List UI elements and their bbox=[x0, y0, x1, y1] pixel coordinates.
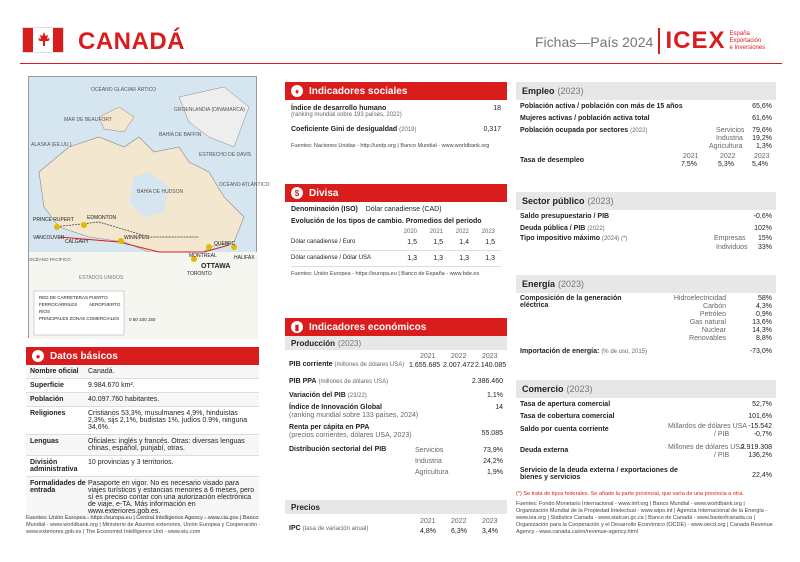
year-header: 2023 bbox=[481, 229, 495, 235]
energia-source: Renovables bbox=[689, 335, 726, 342]
currency-icon: $ bbox=[291, 187, 303, 199]
datos-value: Cristianos 53,3%, musulmanes 4,9%, hinduistas 2,3%, sijs 2,1%, budistas 1%, judíos 0.9%, ninguna 34,6%. bbox=[88, 410, 248, 431]
map-label: BAHÍA DE BAFFIN bbox=[159, 132, 202, 138]
divisa-row: Dólar canadiense / Dólar USA 1,3 1,3 1,3 1,3 bbox=[291, 251, 501, 267]
energia-source: Petróleo bbox=[699, 311, 726, 318]
map-label: PRINCE RUPERT bbox=[33, 217, 74, 223]
sector-publico-panel: Sector público (2023) Saldo presupuestario / PIB -0,6% Deuda pública / PIB (2022) 102% Tipo impositivo máximo (2024) (*) Empresas 15% Individuos 33% bbox=[516, 192, 776, 252]
datos-key: Nombre oficial bbox=[30, 368, 79, 375]
people-icon: ♦ bbox=[291, 85, 303, 97]
datos-key: División administrativa bbox=[30, 459, 78, 473]
energia-source: Gas natural bbox=[689, 319, 726, 326]
year-header: 2020 bbox=[403, 229, 417, 235]
idh-label: Índice de desarrollo humano bbox=[291, 105, 387, 112]
header-rule bbox=[20, 63, 782, 64]
sociales-sources: Fuentes: Naciones Unidas - http://undp.org | Banco Mundial - www.worldbank.org bbox=[291, 143, 490, 149]
datos-value: Canadá. bbox=[88, 368, 115, 375]
datos-row bbox=[26, 365, 259, 379]
datos-key: Formalidades de entrada bbox=[30, 480, 86, 494]
datos-key: Lenguas bbox=[30, 438, 59, 445]
map-label: ESTRECHO DE DAVIS bbox=[199, 152, 252, 158]
map-label: OCÉANO ATLÁNTICO bbox=[219, 182, 270, 188]
country-title: CANADÁ bbox=[78, 28, 185, 55]
map-label: ALASKA (EE.UU.) bbox=[31, 142, 72, 148]
map-label: OTTAWA bbox=[201, 263, 231, 270]
canada-map bbox=[28, 76, 270, 338]
map-label: TORONTO bbox=[187, 271, 212, 277]
datos-value: 40.097.760 habitantes. bbox=[88, 396, 160, 403]
icex-logo: ICEX España Exportación e Inversiones bbox=[658, 27, 765, 55]
energia-value: 8,8% bbox=[756, 335, 772, 342]
map-scale: 0 50 100 150 bbox=[129, 317, 156, 322]
empleo-panel: Empleo (2023) Población activa / población con más de 15 años 65,6% Mujeres activas / población activa total 61,6% Población ocupada por sectores (2022) Servicios 79,6% Industria 19,2% Agricultura 1,3% Tasa de desempleo 2021 2022 2023 7,5% 5,3% 5,4% bbox=[516, 82, 776, 175]
datos-value: Pasaporte en vigor. No es necesario visado para viajes turísticos y estancias menores a 6 meses, pero sí es preciso contar con una autorización electrónica de viaje, e-TA. Más información en www.exteriores.gob.es. bbox=[88, 480, 255, 515]
map-legend-item: PUERTO bbox=[89, 295, 108, 300]
energia-panel: Energía (2023) Composición de la generación eléctrica Hidroelectricidad 58% Carbón 4,3% Petróleo 0,9% Gas natural 13,6% Nuclear 14,3% Renovables 8,8% Importación de energía: (% de uso, 2015) -73,0% bbox=[516, 275, 776, 360]
datos-key: Población bbox=[30, 396, 64, 403]
map-legend-item: RED DE CARRETERAS bbox=[39, 295, 89, 300]
year-header: 2021 bbox=[429, 229, 443, 235]
map-label: OCÉANO GLACIAR ÁRTICO bbox=[91, 87, 157, 93]
datos-title: Datos básicos bbox=[50, 350, 118, 362]
map-label: HALIFAX bbox=[234, 255, 255, 261]
map-legend-item: RÍOS bbox=[39, 309, 51, 314]
map-label: OCÉANO PACÍFICO bbox=[29, 257, 71, 262]
datos-value: Oficiales: inglés y francés. Otras: diversas lenguas chinas, español, punjabí, otras. bbox=[88, 438, 245, 452]
datos-row bbox=[26, 407, 259, 435]
datos-value: 10 provincias y 3 territorios. bbox=[88, 459, 174, 466]
map-label: BAHÍA DE HUDSON bbox=[137, 189, 184, 195]
info-icon: ● bbox=[32, 350, 44, 362]
datos-row bbox=[26, 435, 259, 456]
canada-flag bbox=[22, 27, 64, 53]
datos-row bbox=[26, 477, 259, 519]
datos-value: 9.984.670 km². bbox=[88, 382, 135, 389]
map-label: EDMONTON bbox=[87, 215, 117, 221]
energia-value: 13,6% bbox=[752, 319, 772, 326]
map-legend-item: FERROCARRILES bbox=[39, 302, 78, 307]
energia-source: Nuclear bbox=[701, 327, 726, 334]
datos-row bbox=[26, 456, 259, 477]
energia-source: Hidroelectricidad bbox=[673, 295, 726, 302]
right-sources: Fuentes: Fondo Monetario Internacional - www.imf.org | Banco Mundial - www.worldbank.org | Organización Mundial de la Propiedad Intelectual - www.wipo.int | Agencia Internacional de la Energía - www.iea.org | Statistics Canada - www.statcan.gc.ca | Banco de Canadá - www.bankofcanada.ca | Organización para la Cooperación y el Desarrollo Económico (OCDE) - www.oecd.org | Canada Revenue Agency - www.canada.ca/en/revenue-agency.html bbox=[516, 501, 773, 535]
chart-icon: ▮ bbox=[291, 321, 303, 333]
datos-key: Religiones bbox=[30, 410, 66, 417]
map-label: VANCOUVER bbox=[33, 235, 65, 241]
idh-value: 18 bbox=[493, 105, 501, 112]
datos-key: Superficie bbox=[30, 382, 64, 389]
datos-row bbox=[26, 379, 259, 393]
map-label: MAR DE BEAUFORT bbox=[64, 117, 112, 123]
precios-panel: Precios 2021 2022 2023 IPC (tasa de variación anual) 4,8% 6,3% 3,4% bbox=[285, 500, 507, 542]
comercio-panel: Comercio (2023) Tasa de apertura comercial 52,7% Tasa de cobertura comercial 101,6% Saldo por cuenta corriente Millardos de dólares USA -15.542 / PIB -0,7% Deuda externa Millones de dólares USA 2.919.308 / PIB 136,2% Servicio de la deuda externa / exportaciones de bienes y servicios 22,4% bbox=[516, 380, 776, 485]
economicos-panel: ▮ Indicadores económicos Producción (2023) 2021 2022 2023 PIB corriente (millones de dólares USA) 1.655.685 2.007.472 2.140.085 PIB PPA (millones de dólares USA) 2.386.460 Variación del PIB (23/22) 1,1% Índice de Innovación Global (ranking mundial sobre 133 países, 2024) 14 Renta per cápita en PPA (precios corrientes, dólares USA, 2023) 55.085 Distribución sectorial del PIB Servicios 73,9% Industria 24,2% Agricultura 1,9% bbox=[285, 318, 507, 500]
map-label: CALGARY bbox=[65, 239, 89, 245]
sociales-panel: ♦ Indicadores sociales Índice de desarrollo humano (ranking mundial sobre 193 países, 2022) 18 Coeficiente Gini de desigualdad (2019) 0,317 Fuentes: Naciones Unidas - http://undp.org | Banco Mundial - www.worldbank.org bbox=[285, 82, 507, 150]
map-label: QUEBEC bbox=[214, 241, 236, 247]
energia-value: 4,3% bbox=[756, 303, 772, 310]
divisa-panel: $ Divisa Denominación (ISO) Dólar canadiense (CAD) Evolución de los tipos de cambio. Promedios del periodo 2020 2021 2022 2023 Dólar canadiense / Euro 1,5 1,5 1,4 1,5 Dólar canadiense / Dólar USA 1,3 1,3 1,3 1,3 Fuentes: Unión Europea - https://europa.eu | Banco de España - www.bde.es bbox=[285, 184, 507, 278]
map-legend-item: AEROPUERTO bbox=[89, 302, 121, 307]
map-label: GROENLANDIA (DINAMARCA) bbox=[174, 107, 245, 113]
energia-value: 58% bbox=[757, 295, 772, 302]
map-label: ESTADOS UNIDOS bbox=[79, 275, 124, 281]
energia-value: 0,9% bbox=[756, 311, 772, 318]
map-label: MONTREAL bbox=[189, 253, 217, 259]
datos-basicos-panel bbox=[26, 347, 259, 519]
energia-value: 14,3% bbox=[752, 327, 772, 334]
map-legend-item: PRINCIPALES ZONAS COMERCIALES bbox=[39, 316, 120, 321]
energia-source: Carbón bbox=[703, 303, 726, 310]
datos-sources: Fuentes: Unión Europea - https://europa.eu | Central Intelligence Agency - www.cia.gov | Banco Mundial - www.worldbank.org | Ministerio de Asuntos exteriores, Unión Europea y Cooperación - www.exteriores.gob.es | The Economist Intelligence Unit - www.eiu.com bbox=[26, 515, 261, 535]
footnote: (*) Se trata de tipos federales. Se añade la parte provincial, que varía de una provincia a otra. bbox=[516, 491, 744, 497]
datos-row bbox=[26, 393, 259, 407]
year-header: 2022 bbox=[455, 229, 469, 235]
fichas-pais-label: Fichas—País 2024 bbox=[535, 34, 654, 50]
map-label: WINNIPEG bbox=[124, 235, 150, 241]
divisa-row: Dólar canadiense / Euro 1,5 1,5 1,4 1,5 bbox=[291, 235, 501, 251]
